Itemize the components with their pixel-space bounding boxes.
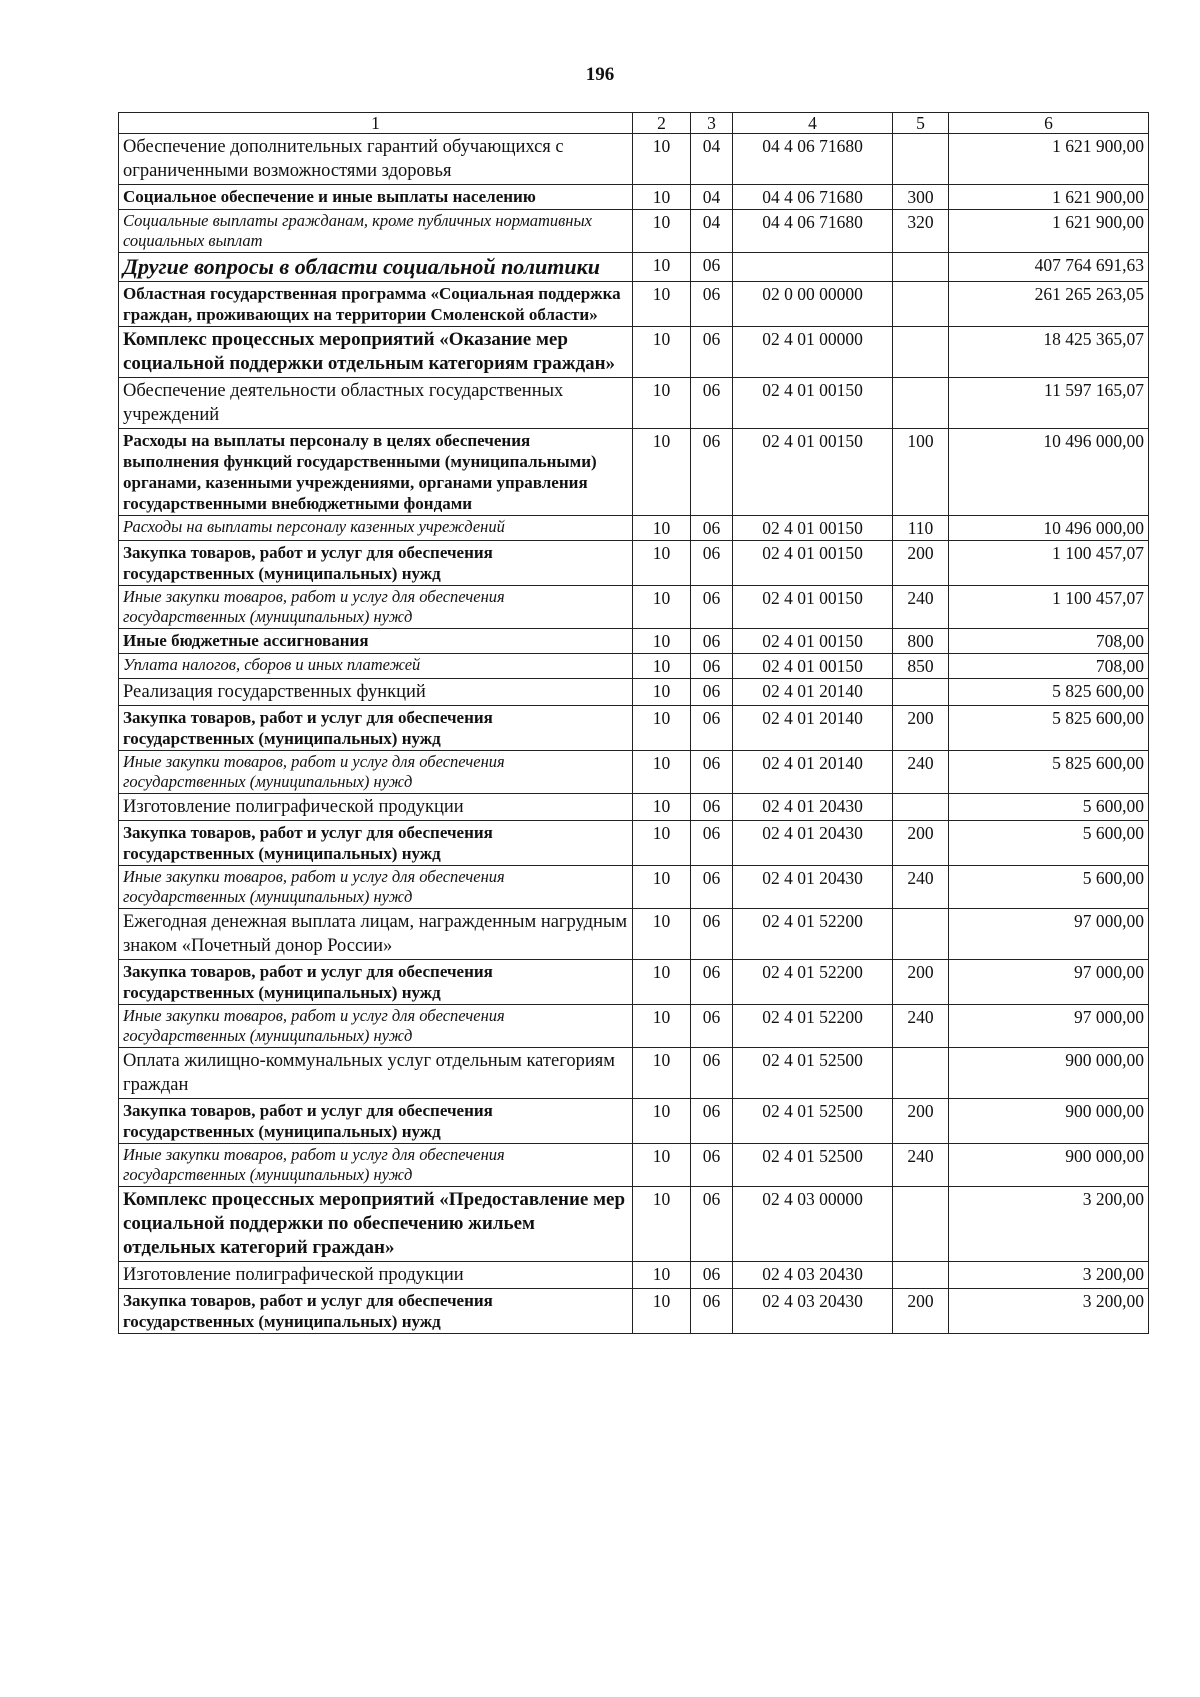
row-section-cell: 10 [633,210,691,253]
row-name-cell: Иные закупки товаров, работ и услуг для обеспечения государственных (муниципальных) нужд [119,1005,633,1048]
row-name-cell: Другие вопросы в области социальной политики [119,253,633,282]
row-subsection-cell: 06 [691,1144,733,1187]
row-expense-type-cell [893,327,949,378]
row-section-cell: 10 [633,185,691,210]
row-subsection-cell: 06 [691,586,733,629]
row-amount-cell: 1 621 900,00 [949,185,1149,210]
row-target-code-cell: 02 4 01 00150 [733,541,893,586]
table-row [119,1099,1149,1144]
row-subsection-cell: 06 [691,629,733,654]
row-target-code-cell: 02 4 01 00150 [733,629,893,654]
row-expense-type-cell: 200 [893,706,949,751]
row-name-cell: Иные бюджетные ассигнования [119,629,633,654]
table-row [119,282,1149,327]
row-expense-type-cell: 320 [893,210,949,253]
row-target-code-cell: 04 4 06 71680 [733,185,893,210]
row-subsection-cell: 04 [691,134,733,185]
row-target-code-cell: 02 4 01 52200 [733,1005,893,1048]
table-row [119,1187,1149,1262]
table-row [119,679,1149,706]
row-target-code-cell: 02 4 01 52200 [733,960,893,1005]
row-section-cell: 10 [633,282,691,327]
row-expense-type-cell [893,282,949,327]
row-amount-cell: 1 100 457,07 [949,541,1149,586]
row-amount-cell: 1 100 457,07 [949,586,1149,629]
header-col-3: 3 [691,113,733,134]
row-section-cell: 10 [633,1099,691,1144]
header-col-4: 4 [733,113,893,134]
row-name-cell: Расходы на выплаты персоналу в целях обеспечения выполнения функций государственными (муниципальными) органами, казенными учреждениями, органами управления государственными внебюджетными фондами [119,429,633,516]
table-row [119,794,1149,821]
row-subsection-cell: 06 [691,706,733,751]
table-row [119,1005,1149,1048]
row-amount-cell: 3 200,00 [949,1289,1149,1334]
row-section-cell: 10 [633,866,691,909]
row-expense-type-cell [893,253,949,282]
row-target-code-cell: 02 4 01 20140 [733,751,893,794]
row-target-code-cell: 02 4 03 20430 [733,1262,893,1289]
row-subsection-cell: 06 [691,327,733,378]
row-expense-type-cell [893,794,949,821]
row-subsection-cell: 06 [691,253,733,282]
row-section-cell: 10 [633,429,691,516]
table-row [119,654,1149,679]
row-amount-cell: 97 000,00 [949,909,1149,960]
row-expense-type-cell: 240 [893,866,949,909]
table-row [119,1048,1149,1099]
row-subsection-cell: 06 [691,960,733,1005]
row-subsection-cell: 04 [691,210,733,253]
row-expense-type-cell: 240 [893,751,949,794]
row-expense-type-cell [893,378,949,429]
table-body [119,134,1149,1334]
row-section-cell: 10 [633,541,691,586]
header-col-6: 6 [949,113,1149,134]
table-row [119,378,1149,429]
row-name-cell: Социальное обеспечение и иные выплаты населению [119,185,633,210]
row-section-cell: 10 [633,253,691,282]
table-row [119,185,1149,210]
row-subsection-cell: 06 [691,821,733,866]
row-amount-cell: 708,00 [949,629,1149,654]
row-subsection-cell: 06 [691,1005,733,1048]
row-section-cell: 10 [633,1144,691,1187]
row-name-cell: Закупка товаров, работ и услуг для обеспечения государственных (муниципальных) нужд [119,541,633,586]
header-col-1: 1 [119,113,633,134]
row-amount-cell: 5 600,00 [949,866,1149,909]
row-section-cell: 10 [633,134,691,185]
row-amount-cell: 10 496 000,00 [949,516,1149,541]
row-amount-cell: 18 425 365,07 [949,327,1149,378]
row-target-code-cell: 02 4 01 52500 [733,1099,893,1144]
row-amount-cell: 900 000,00 [949,1099,1149,1144]
row-section-cell: 10 [633,1048,691,1099]
row-subsection-cell: 06 [691,1099,733,1144]
table-row [119,134,1149,185]
row-target-code-cell: 04 4 06 71680 [733,134,893,185]
row-subsection-cell: 06 [691,794,733,821]
row-subsection-cell: 06 [691,654,733,679]
row-target-code-cell: 02 4 01 52500 [733,1144,893,1187]
row-expense-type-cell: 200 [893,541,949,586]
row-subsection-cell: 06 [691,866,733,909]
row-expense-type-cell [893,1048,949,1099]
row-expense-type-cell [893,134,949,185]
row-name-cell: Закупка товаров, работ и услуг для обеспечения государственных (муниципальных) нужд [119,1289,633,1334]
table-row [119,210,1149,253]
row-section-cell: 10 [633,516,691,541]
row-name-cell: Ежегодная денежная выплата лицам, награжденным нагрудным знаком «Почетный донор России» [119,909,633,960]
row-section-cell: 10 [633,1289,691,1334]
row-section-cell: 10 [633,1005,691,1048]
row-expense-type-cell: 800 [893,629,949,654]
header-col-5: 5 [893,113,949,134]
row-target-code-cell: 02 4 01 20140 [733,706,893,751]
row-amount-cell: 5 600,00 [949,794,1149,821]
row-section-cell: 10 [633,654,691,679]
row-name-cell: Реализация государственных функций [119,679,633,706]
row-subsection-cell: 06 [691,1187,733,1262]
row-amount-cell: 900 000,00 [949,1048,1149,1099]
row-expense-type-cell: 200 [893,1099,949,1144]
row-target-code-cell: 02 0 00 00000 [733,282,893,327]
row-name-cell: Закупка товаров, работ и услуг для обеспечения государственных (муниципальных) нужд [119,821,633,866]
table-row [119,429,1149,516]
row-amount-cell: 3 200,00 [949,1262,1149,1289]
page-number: 196 [585,64,615,85]
row-section-cell: 10 [633,960,691,1005]
row-expense-type-cell: 110 [893,516,949,541]
row-amount-cell: 11 597 165,07 [949,378,1149,429]
row-section-cell: 10 [633,751,691,794]
row-section-cell: 10 [633,794,691,821]
table-row [119,1262,1149,1289]
row-section-cell: 10 [633,378,691,429]
row-expense-type-cell: 850 [893,654,949,679]
row-target-code-cell: 02 4 01 00150 [733,586,893,629]
row-target-code-cell: 02 4 01 20430 [733,866,893,909]
row-section-cell: 10 [633,327,691,378]
row-name-cell: Иные закупки товаров, работ и услуг для обеспечения государственных (муниципальных) нужд [119,751,633,794]
row-subsection-cell: 06 [691,751,733,794]
row-amount-cell: 5 825 600,00 [949,751,1149,794]
row-section-cell: 10 [633,679,691,706]
row-target-code-cell: 02 4 01 00150 [733,516,893,541]
row-subsection-cell: 06 [691,1289,733,1334]
row-subsection-cell: 06 [691,1262,733,1289]
row-subsection-cell: 06 [691,516,733,541]
row-name-cell: Изготовление полиграфической продукции [119,794,633,821]
budget-table [118,112,1149,1334]
table-row [119,516,1149,541]
row-amount-cell: 10 496 000,00 [949,429,1149,516]
row-target-code-cell: 02 4 01 00150 [733,429,893,516]
row-expense-type-cell: 200 [893,1289,949,1334]
row-section-cell: 10 [633,821,691,866]
row-subsection-cell: 06 [691,378,733,429]
row-expense-type-cell [893,909,949,960]
table-row [119,327,1149,378]
row-target-code-cell: 02 4 01 00150 [733,654,893,679]
row-section-cell: 10 [633,1262,691,1289]
row-target-code-cell: 02 4 01 00150 [733,378,893,429]
row-amount-cell: 407 764 691,63 [949,253,1149,282]
row-name-cell: Социальные выплаты гражданам, кроме публичных нормативных социальных выплат [119,210,633,253]
table-row [119,866,1149,909]
row-amount-cell: 261 265 263,05 [949,282,1149,327]
row-name-cell: Иные закупки товаров, работ и услуг для обеспечения государственных (муниципальных) нужд [119,866,633,909]
row-amount-cell: 5 600,00 [949,821,1149,866]
row-expense-type-cell: 240 [893,1005,949,1048]
row-target-code-cell: 04 4 06 71680 [733,210,893,253]
row-section-cell: 10 [633,586,691,629]
row-section-cell: 10 [633,629,691,654]
table-row [119,629,1149,654]
row-name-cell: Иные закупки товаров, работ и услуг для обеспечения государственных (муниципальных) нужд [119,586,633,629]
row-amount-cell: 5 825 600,00 [949,679,1149,706]
table-row [119,586,1149,629]
table-row [119,960,1149,1005]
row-name-cell: Оплата жилищно-коммунальных услуг отдельным категориям граждан [119,1048,633,1099]
row-name-cell: Комплекс процессных мероприятий «Предоставление мер социальной поддержки по обеспечению жильем отдельных категорий граждан» [119,1187,633,1262]
row-name-cell: Закупка товаров, работ и услуг для обеспечения государственных (муниципальных) нужд [119,960,633,1005]
table-row [119,821,1149,866]
row-target-code-cell: 02 4 03 00000 [733,1187,893,1262]
table-row [119,706,1149,751]
row-expense-type-cell [893,1187,949,1262]
row-expense-type-cell: 200 [893,821,949,866]
row-expense-type-cell: 300 [893,185,949,210]
row-name-cell: Обеспечение дополнительных гарантий обучающихся с ограниченными возможностями здоровья [119,134,633,185]
row-amount-cell: 97 000,00 [949,1005,1149,1048]
table-row [119,1289,1149,1334]
table-row [119,541,1149,586]
row-amount-cell: 1 621 900,00 [949,210,1149,253]
table-row [119,909,1149,960]
row-section-cell: 10 [633,706,691,751]
row-name-cell: Уплата налогов, сборов и иных платежей [119,654,633,679]
row-subsection-cell: 06 [691,679,733,706]
row-target-code-cell [733,253,893,282]
table-row [119,751,1149,794]
row-amount-cell: 708,00 [949,654,1149,679]
row-name-cell: Закупка товаров, работ и услуг для обеспечения государственных (муниципальных) нужд [119,1099,633,1144]
row-subsection-cell: 06 [691,909,733,960]
row-target-code-cell: 02 4 01 52500 [733,1048,893,1099]
table-row [119,1144,1149,1187]
table-header-row [119,113,1149,134]
row-amount-cell: 3 200,00 [949,1187,1149,1262]
row-amount-cell: 900 000,00 [949,1144,1149,1187]
row-name-cell: Обеспечение деятельности областных государственных учреждений [119,378,633,429]
row-section-cell: 10 [633,909,691,960]
row-subsection-cell: 04 [691,185,733,210]
row-expense-type-cell [893,679,949,706]
row-subsection-cell: 06 [691,429,733,516]
row-section-cell: 10 [633,1187,691,1262]
row-amount-cell: 5 825 600,00 [949,706,1149,751]
row-expense-type-cell: 240 [893,586,949,629]
row-target-code-cell: 02 4 01 20430 [733,794,893,821]
row-name-cell: Комплекс процессных мероприятий «Оказание мер социальной поддержки отдельным категориям граждан» [119,327,633,378]
row-target-code-cell: 02 4 03 20430 [733,1289,893,1334]
row-expense-type-cell: 100 [893,429,949,516]
row-name-cell: Закупка товаров, работ и услуг для обеспечения государственных (муниципальных) нужд [119,706,633,751]
header-col-2: 2 [633,113,691,134]
row-amount-cell: 97 000,00 [949,960,1149,1005]
row-name-cell: Изготовление полиграфической продукции [119,1262,633,1289]
row-name-cell: Областная государственная программа «Социальная поддержка граждан, проживающих на территории Смоленской области» [119,282,633,327]
row-amount-cell: 1 621 900,00 [949,134,1149,185]
row-target-code-cell: 02 4 01 20430 [733,821,893,866]
row-target-code-cell: 02 4 01 20140 [733,679,893,706]
row-expense-type-cell: 240 [893,1144,949,1187]
row-target-code-cell: 02 4 01 52200 [733,909,893,960]
row-name-cell: Расходы на выплаты персоналу казенных учреждений [119,516,633,541]
row-expense-type-cell [893,1262,949,1289]
table-row [119,253,1149,282]
row-expense-type-cell: 200 [893,960,949,1005]
row-name-cell: Иные закупки товаров, работ и услуг для обеспечения государственных (муниципальных) нужд [119,1144,633,1187]
row-target-code-cell: 02 4 01 00000 [733,327,893,378]
row-subsection-cell: 06 [691,541,733,586]
row-subsection-cell: 06 [691,1048,733,1099]
row-subsection-cell: 06 [691,282,733,327]
